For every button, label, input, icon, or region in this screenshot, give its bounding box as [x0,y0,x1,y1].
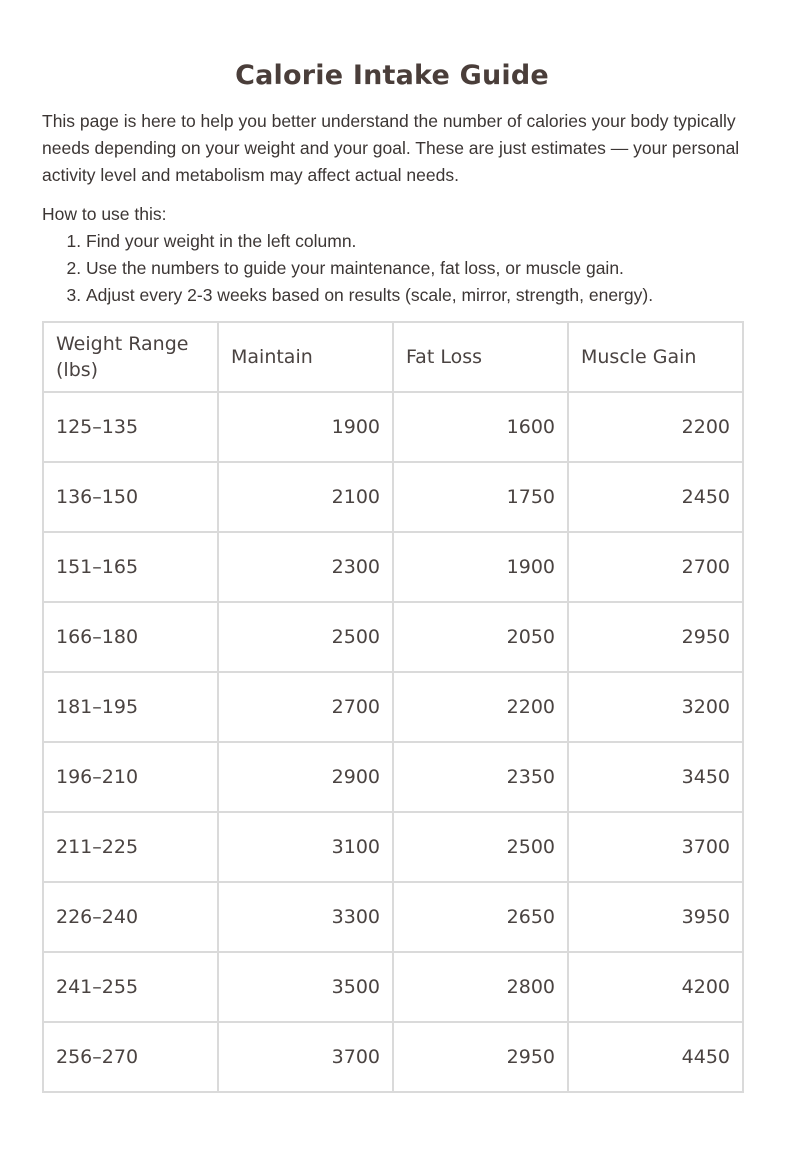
maintain-cell: 3300 [218,882,393,952]
weight-range-cell: 196–210 [43,742,218,812]
maintain-cell: 2500 [218,602,393,672]
weight-range-cell: 256–270 [43,1022,218,1092]
muscle-gain-cell: 3200 [568,672,743,742]
table-row [43,742,743,812]
maintain-cell: 3100 [218,812,393,882]
maintain-cell: 3700 [218,1022,393,1092]
weight-range-cell: 136–150 [43,462,218,532]
table-row [43,952,743,1022]
fat-loss-cell: 1750 [393,462,568,532]
maintain-cell: 2700 [218,672,393,742]
intro-paragraph: This page is here to help you better understand the number of calories your body typically needs depending on your weight and your goal. These are just estimates — your personal activity level and metabolism may affect actual needs. [42,111,740,185]
maintain-cell: 1900 [218,392,393,462]
table-row [43,602,743,672]
fat-loss-cell: 2200 [393,672,568,742]
howto-step: 3. Adjust every 2-3 weeks based on results (scale, mirror, strength, energy). [86,282,742,309]
table-row [43,882,743,952]
calorie-table [42,321,744,1093]
fat-loss-cell: 2800 [393,952,568,1022]
weight-range-cell: 181–195 [43,672,218,742]
fat-loss-cell: 2050 [393,602,568,672]
muscle-gain-cell: 3700 [568,812,743,882]
muscle-gain-cell: 2450 [568,462,743,532]
muscle-gain-cell: 2950 [568,602,743,672]
header-weight-range: Weight Range (lbs) [43,322,218,392]
weight-range-cell: 166–180 [43,602,218,672]
fat-loss-cell: 1900 [393,532,568,602]
fat-loss-cell: 2500 [393,812,568,882]
maintain-cell: 3500 [218,952,393,1022]
howto-steps [42,228,742,309]
table-row [43,672,743,742]
fat-loss-cell: 2350 [393,742,568,812]
muscle-gain-cell: 3450 [568,742,743,812]
header-maintain: Maintain [218,322,393,392]
weight-range-cell: 226–240 [43,882,218,952]
weight-range-cell: 241–255 [43,952,218,1022]
page-title: Calorie Intake Guide [235,60,549,91]
table-row [43,462,743,532]
document-page [42,56,742,1093]
muscle-gain-cell: 2200 [568,392,743,462]
howto-step: 1. Find your weight in the left column. [86,228,742,255]
maintain-cell: 2300 [218,532,393,602]
fat-loss-cell: 1600 [393,392,568,462]
maintain-cell: 2900 [218,742,393,812]
table-row [43,392,743,462]
muscle-gain-cell: 4450 [568,1022,743,1092]
table-row [43,1022,743,1092]
fat-loss-cell: 2950 [393,1022,568,1092]
howto-label: How to use this: [42,204,167,224]
header-muscle-gain: Muscle Gain [568,322,743,392]
weight-range-cell: 211–225 [43,812,218,882]
howto-step: 2. Use the numbers to guide your maintenance, fat loss, or muscle gain. [86,255,742,282]
maintain-cell: 2100 [218,462,393,532]
muscle-gain-cell: 4200 [568,952,743,1022]
weight-range-cell: 151–165 [43,532,218,602]
header-fat-loss: Fat Loss [393,322,568,392]
weight-range-cell: 125–135 [43,392,218,462]
muscle-gain-cell: 3950 [568,882,743,952]
table-header-row [43,322,743,392]
table-row [43,812,743,882]
fat-loss-cell: 2650 [393,882,568,952]
muscle-gain-cell: 2700 [568,532,743,602]
table-row [43,532,743,602]
